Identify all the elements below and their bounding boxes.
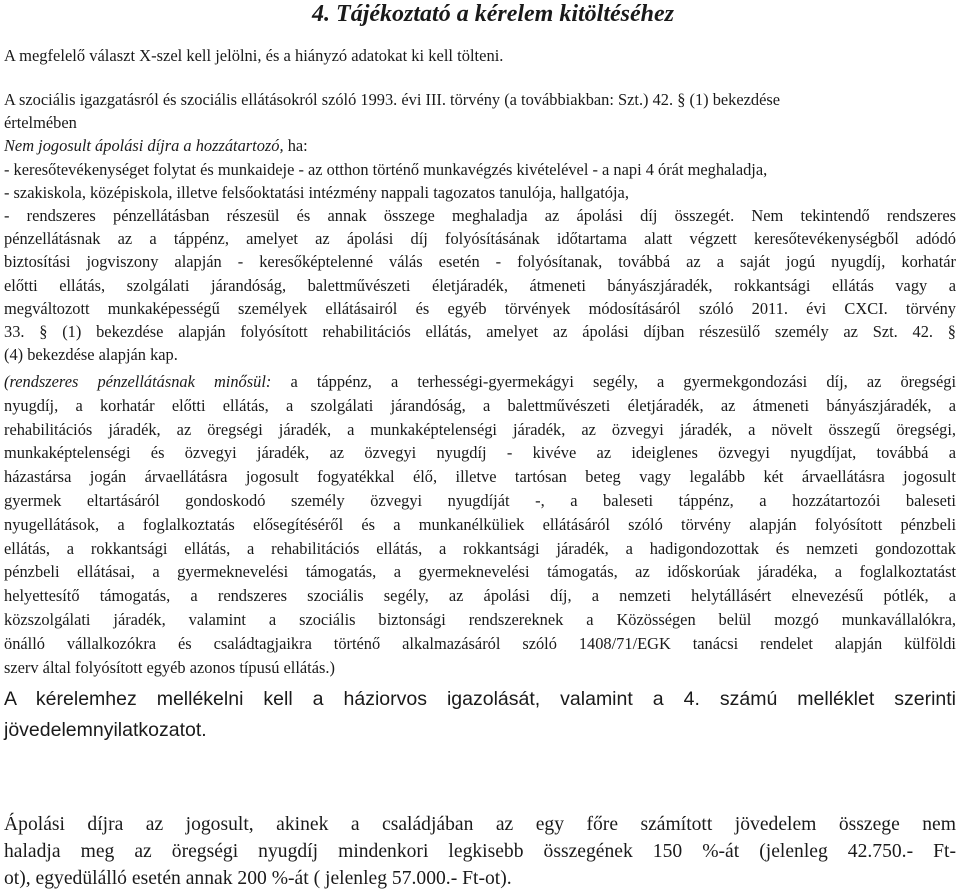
definition-line: nyugellátások, a foglalkoztatás elősegítéséről és a munkanélküliek ellátásáról szóló törvény alapján folyósított pénzbeli <box>4 514 956 534</box>
definition-label: (rendszeres pénzellátásnak minősül: <box>4 372 272 391</box>
regular-benefit-definition <box>4 370 956 679</box>
attachment-instruction <box>4 684 956 746</box>
legal-exclusion-section <box>4 88 956 366</box>
definition-line: közszolgálati járadék, valamint a szociális biztonsági rendszereknek a Közösségen belül mozgó munkavállalókra, <box>4 609 956 629</box>
definition-text: a táppénz, a terhességi-gyermekágyi segély, a gyermekgondozási díj, az öregségi <box>271 372 957 391</box>
definition-line: nyugdíj, a korhatár előtti ellátás, a szolgálati járandóság, a balettművészeti életjáradék, az átmeneti bányászjáradék, a <box>4 395 956 415</box>
exclusion-item-student: - szakiskola, középiskola, illetve felsőoktatási intézmény nappali tagozatos tanulója, hallgatója, <box>4 182 629 202</box>
eligibility-line: ot), egyedülálló esetén annak 200 %-át ( jelenleg 57.000.- Ft-ot). <box>4 868 512 889</box>
legal-line-heading <box>4 134 956 157</box>
legal-line: A szociális igazgatásról és szociális ellátásokról szóló 1993. évi III. törvény (a továbbiakban: Szt.) 42. § (1) bekezdése <box>4 90 781 109</box>
attachment-line: A kérelemhez mellékelni kell a háziorvos igazolását, valamint a 4. számú melléklet szerinti <box>4 688 956 710</box>
definition-line: gyermek eltartásáról gondoskodó személy özvegyi nyugdíját -, a baleseti táppénz, a hozzátartozói baleseti <box>4 490 956 510</box>
page-title: 4. Tájékoztató a kérelem kitöltéséhez <box>312 1 674 27</box>
eligibility-line: Ápolási díjra az jogosult, akinek a családjában az egy főre számított jövedelem összege nem <box>4 814 956 835</box>
eligibility-line: haladja meg az öregségi nyugdíj mindenkori legkisebb összegének 150 %-át (jelenleg 42.750.- Ft- <box>4 841 956 862</box>
definition-line <box>4 370 956 394</box>
definition-line: önálló vállalkozókra és családtagjaikra történő alkalmazásáról szóló 1408/71/EGK tanácsi rendelet alapján külföldi <box>4 633 956 653</box>
exclusion-item-benefit: - rendszeres pénzellátásban részesül és annak összege meghaladja az ápolási díj összegét. Nem tekintendő rendszeres <box>4 206 956 226</box>
definition-line: ellátás, a rokkantsági ellátás, a rehabilitációs ellátás, a rokkantsági járadék, a hadigondozottak és nemzeti gondozottak <box>4 538 956 558</box>
legal-line: pénzellátásnak az a táppénz, amelyet az ápolási díj folyósításának időtartama alatt végzett keresőtevékenységből adódó <box>4 229 956 249</box>
eligibility-criteria <box>4 811 956 892</box>
definition-line: szerv által folyósított egyéb azonos típusú ellátás.) <box>4 657 335 677</box>
legal-line: biztosítási jogviszony alapján - keresőképtelenné válás esetén - folyósítanak, továbbá az a saját jogú nyugdíj, korhatár <box>4 252 956 272</box>
legal-line: értelmében <box>4 113 77 133</box>
definition-line: helyettesítő támogatás, a rendszeres szociális segély, az ápolási díj, a nemzeti helytállásért elnevezésű pótlék, a <box>4 586 956 606</box>
legal-line: előtti ellátás, szolgálati járandóság, balettművészeti életjáradék, átmeneti bányászjáradék, rokkantsági ellátás vagy a <box>4 275 956 295</box>
not-eligible-phrase: Nem jogosult ápolási díjra a hozzátartozó, <box>4 136 284 156</box>
definition-line: házastársa jogán árvaellátásra jogosult fogyatékkal élő, illetve tartósan beteg vagy legalább két árvaellátásra jogosult <box>4 467 956 487</box>
definition-line: munkaképtelenségi és özvegyi járadék, az özvegyi nyugdíj - kivéve az ideiglenes özvegyi nyugdíjat, továbbá a <box>4 443 956 463</box>
legal-line: (4) bekezdése alapján kap. <box>4 345 178 365</box>
legal-line: 33. § (1) bekezdése alapján folyósított rehabilitációs ellátás, amelyet az ápolási díjban részesülő személy az Szt. 42. § <box>4 322 956 342</box>
definition-line: rehabilitációs járadék, az öregségi járadék, a munkaképtelenségi járadék, az özvegyi járadék, a növelt összegű öregségi, <box>4 419 956 439</box>
intro-instruction: A megfelelő választ X-szel kell jelölni, és a hiányzó adatokat ki kell tölteni. <box>4 46 504 65</box>
legal-line: megváltozott munkaképességű személyek ellátásairól és egyéb törvények módosításáról szóló 2011. évi CXCI. törvény <box>4 298 956 318</box>
attachment-line: jövedelemnyilatkozatot. <box>4 719 207 741</box>
definition-line: pénzbeli ellátásai, a gyermeknevelési támogatás, a gyermeknevelési támogatás, az időskorúak járadéka, a foglalkoztatást <box>4 562 956 582</box>
exclusion-item-employment: - keresőtevékenységet folytat és munkaideje - az otthon történő munkavégzés kivételével - a napi 4 órát meghaladja, <box>4 159 768 179</box>
not-eligible-tail: ha: <box>283 136 308 156</box>
